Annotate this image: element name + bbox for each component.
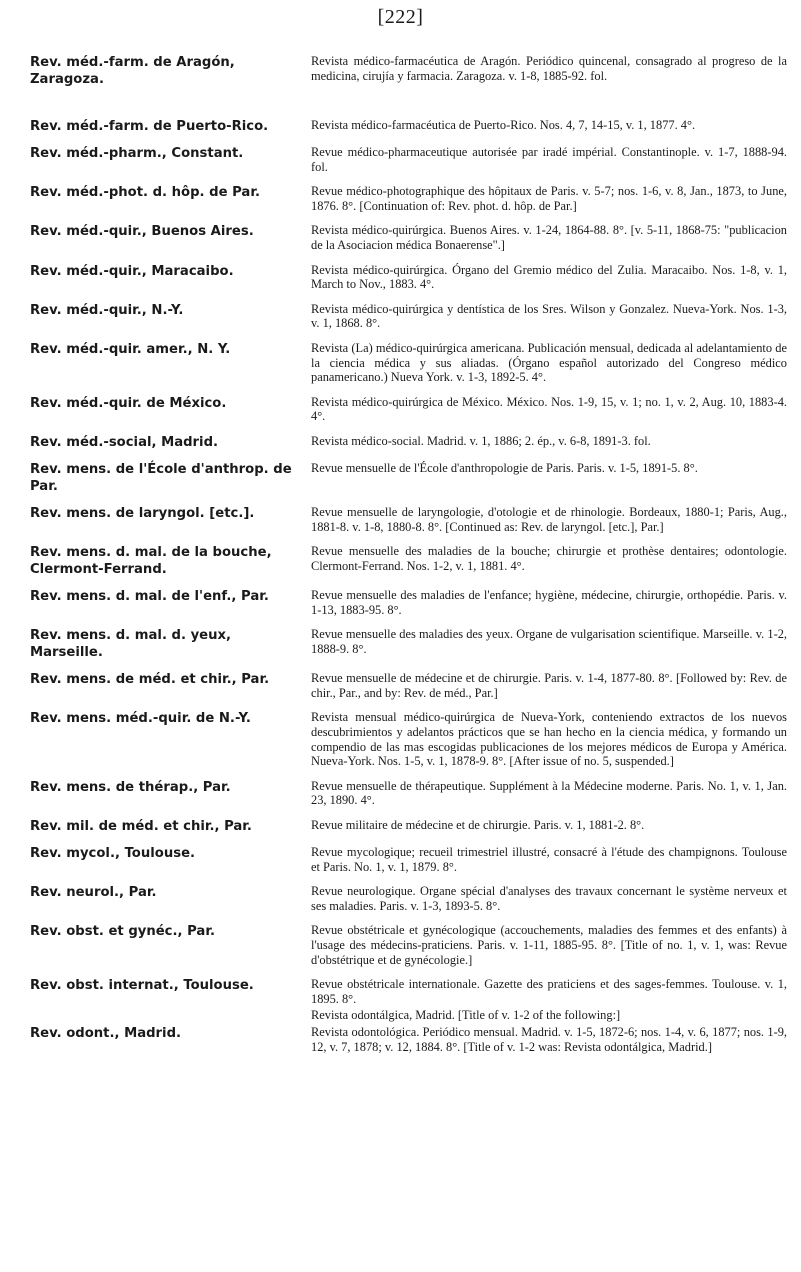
entry-text: Revue mycologique; recueil trimestriel illustré, consacré à l'étude des champignons. Toulouse et Paris. No. 1, v. 1, 1879. 8°. [311,845,787,874]
entry-full-title [311,145,787,174]
entry-abbreviation: Rev. mens. d. mal. de la bouche, Clermont-Ferrand. [30,545,272,578]
entry-abbreviation: Rev. mens. de laryngol. [etc.]. [30,505,255,521]
entry-text: Revue obstétricale et gynécologique (accouchements, maladies des femmes et des enfants) à l'usage des médecins-praticiens. Paris. v. 1-11, 1885-95. 8°. [Title of no. 1, v. 1, was: Revue d'obstétrique et de gynécologie.] [311,923,787,967]
entry-abbreviation: Rev. méd.-pharm., Constant. [30,146,244,161]
entry-text: Revista odontológica. Periódico mensual. Madrid. v. 1-5, 1872-6; nos. 1-4, v. 6, 1877; nos. 1-9, 12, v. 7, 1878; v. 12, 1884. 8°. [Title of v. 1-2 was: Revista odontálgica, Madrid.] [311,1024,787,1054]
catalog-entry [0,184,801,213]
entry-abbreviation: Rev. mens. de thérap., Par. [30,779,231,795]
entry-text: Revista (La) médico-quirúrgica americana. Publicación mensual, dedicada al adelantamiento de la ciencia médica y sus aliadas. (Órgano español autorizado del Congreso médico panamericano.) Nueva York. v. 1-3, 1892-5. 4°. [311,340,787,385]
catalog-entry [0,505,801,534]
entry-abbreviation: Rev. méd.-quir. amer., N. Y. [30,341,231,357]
entry-full-title [311,395,787,424]
entry-text: Revue mensuelle de thérapeutique. Supplément à la Médecine moderne. Paris. No. 1, v. 1, Jan. 23, 1890. 4°. [311,778,787,808]
catalog-entry [0,884,801,913]
catalog-entry [0,223,801,252]
entry-text: Revue mensuelle des maladies de l'enfance; hygiène, médecine, chirurgie, orthopédie. Paris. v. 1-13, 1883-95. 8°. [311,588,787,617]
catalog-entry [0,302,801,331]
catalog-entry [0,671,801,700]
entry-abbreviation: Rev. mens. de méd. et chir., Par. [30,672,270,688]
entry-full-title [311,627,787,661]
entry-full-title [311,923,787,967]
entry-full-title [311,341,787,385]
catalog-entry [0,461,801,495]
entry-abbreviation: Rev. méd.-social, Madrid. [30,434,219,450]
entry-full-title [311,588,787,617]
entry-full-title [311,977,787,1006]
entry-full-title [311,461,787,495]
entry-full-title [311,845,787,874]
catalog-entry [0,779,801,808]
catalog-entry [0,977,801,1006]
entry-abbreviation [0,1008,311,1023]
entry-text: Revue mensuelle de l'École d'anthropologie de Paris. Paris. v. 1-5, 1891-5. 8°. [311,460,698,475]
entry-abbreviation: Rev. mens. méd.-quir. de N.-Y. [30,711,251,727]
entry-abbreviation: Rev. méd.-quir., N.-Y. [30,302,184,318]
entry-text: Revista médico-quirúrgica y dentística de los Sres. Wilson y Gonzalez. Nueva-York. Nos. 1-3, v. 1, 1868. 8°. [311,301,787,331]
entry-abbreviation: Rev. mens. d. mal. de l'enf., Par. [30,589,269,605]
catalog-entry [0,341,801,385]
entry-abbreviation: Rev. méd.-farm. de Puerto-Rico. [30,119,269,134]
entry-text: Revista médico-farmacéutica de Puerto-Rico. Nos. 4, 7, 14-15, v. 1, 1877. 4°. [311,118,696,132]
entry-text: Revista odontálgica, Madrid. [Title of v. 1-2 of the following:] [311,1008,621,1023]
entry-text: Revue médico-pharmaceutique autorisée par iradé impérial. Constantinople. v. 1-7, 1888-94. fol. [311,145,787,174]
entry-text: Revue mensuelle des maladies des yeux. Organe de vulgarisation scientifique. Marseille. v. 1-2, 1888-9. 8°. [311,627,787,656]
entry-text: Revista médico-quirúrgica de México. México. Nos. 1-9, 15, v. 1; no. 1, v. 2, Aug. 10, 1883-4. 4°. [311,394,787,424]
catalog-entry [0,118,801,135]
entry-text: Revue neurologique. Organe spécial d'analyses des travaux concernant le système nerveux et ses maladies. Paris. v. 1-3, 1893-5. 8°. [311,884,787,913]
entry-text: Revue militaire de médecine et de chirurgie. Paris. v. 1, 1881-2. 8°. [311,818,645,833]
catalog-entry [0,588,801,617]
entry-full-title [311,544,787,578]
catalog-entry [0,818,801,835]
entry-text: Revista médico-quirúrgica. Órgano del Gremio médico del Zulia. Maracaibo. Nos. 1-8, v. 1, March to Nov., 1883. 4°. [311,262,787,292]
entry-abbreviation: Rev. neurol., Par. [30,885,157,901]
catalog-entry [0,710,801,768]
catalog-entry [0,434,801,451]
entry-abbreviation: Rev. méd.-quir. de México. [30,395,227,411]
catalog-entry [0,54,801,88]
entry-abbreviation: Rev. mens. de l'École d'anthrop. de Par. [30,461,292,494]
entry-full-title [311,1025,787,1054]
entry-full-title [311,223,787,252]
entry-full-title [311,779,787,808]
entry-full-title [311,434,787,451]
entry-text: Revue médico-photographique des hôpitaux de Paris. v. 5-7; nos. 1-6, v. 8, Jan., 1873, to June, 1876. 8°. [Continuation of: Rev. phot. d. hôp. de Par.] [311,184,787,213]
entry-full-title [311,54,787,88]
entry-abbreviation: Rev. mens. d. mal. d. yeux, Marseille. [30,628,232,661]
entry-abbreviation: Rev. méd.-farm. de Aragón, Zaragoza. [30,55,235,87]
catalog-entry [0,544,801,578]
page-number: [222] [377,6,424,28]
entry-text: Revista mensual médico-quirúrgica de Nueva-York, conteniendo extractos de los nuevos descubrimientos y adelantos prácticos que se han hecho en la ciencia médica, y formando un compendio de las mas escogidas publicaciones de los mejores médicos de Europa y América. Nueva-York. Nos. 1-5, v. 1, 1878-9. 8°. [After issue of no. 5, suspended.] [311,710,787,769]
entry-full-title [311,184,787,213]
entry-text: Revista médico-social. Madrid. v. 1, 1886; 2. ép., v. 6-8, 1891-3. fol. [311,433,651,448]
entry-abbreviation: Rev. méd.-quir., Maracaibo. [30,263,234,279]
entry-text: Revista médico-farmacéutica de Aragón. Periódico quincenal, consagrado al progreso de la medicina, cirujía y farmacia. Zaragoza. v. 1-8, 1885-92. fol. [311,54,787,83]
entry-text: Revue mensuelle de laryngologie, d'otologie et de rhinologie. Bordeaux, 1880-1; Paris, Aug., 1881-8. v. 1-8, 1880-8. 8°. [Continued as: Rev. de laryngol. [etc.], Par.] [311,504,787,534]
entry-full-title [311,263,787,292]
entry-full-title [311,884,787,913]
catalog-entry [0,263,801,292]
entry-full-title [311,302,787,331]
entry-abbreviation: Rev. odont., Madrid. [30,1025,182,1041]
entry-text: Revue mensuelle des maladies de la bouche; chirurgie et prothèse dentaires; odontologie. Clermont-Ferrand. Nos. 1-2, v. 1, 1881. 4°. [311,544,787,573]
entry-full-title [311,818,787,835]
catalog-entry [0,1025,801,1054]
entry-text: Revue mensuelle de médecine et de chirurgie. Paris. v. 1-4, 1877-80. 8°. [Followed by: Rev. de chir., Par., and by: Rev. de méd., Par.] [311,671,787,700]
entry-abbreviation: Rev. méd.-phot. d. hôp. de Par. [30,185,260,201]
entry-abbreviation: Rev. obst. et gynéc., Par. [30,924,215,940]
catalog-entries [0,54,801,1054]
entry-text: Revista médico-quirúrgica. Buenos Aires. v. 1-24, 1864-88. 8°. [v. 5-11, 1868-75: "publicacion de la Asociacion médica Bonaerense".] [311,223,787,252]
catalog-entry [0,923,801,967]
entry-abbreviation: Rev. obst. internat., Toulouse. [30,978,254,994]
entry-full-title [311,671,787,700]
entry-full-title [311,118,787,135]
entry-full-title [311,505,787,534]
catalog-entry [0,627,801,661]
catalog-entry [0,145,801,174]
entry-full-title [311,710,787,768]
entry-full-title [311,1008,787,1023]
catalog-entry [0,1008,801,1023]
entry-text: Revue obstétricale internationale. Gazette des praticiens et des sages-femmes. Toulouse. v. 1, 1895. 8°. [311,977,787,1006]
catalog-entry [0,395,801,424]
entry-abbreviation: Rev. méd.-quir., Buenos Aires. [30,224,254,240]
entry-abbreviation: Rev. mycol., Toulouse. [30,846,196,862]
catalog-entry [0,845,801,874]
entry-abbreviation: Rev. mil. de méd. et chir., Par. [30,819,252,835]
